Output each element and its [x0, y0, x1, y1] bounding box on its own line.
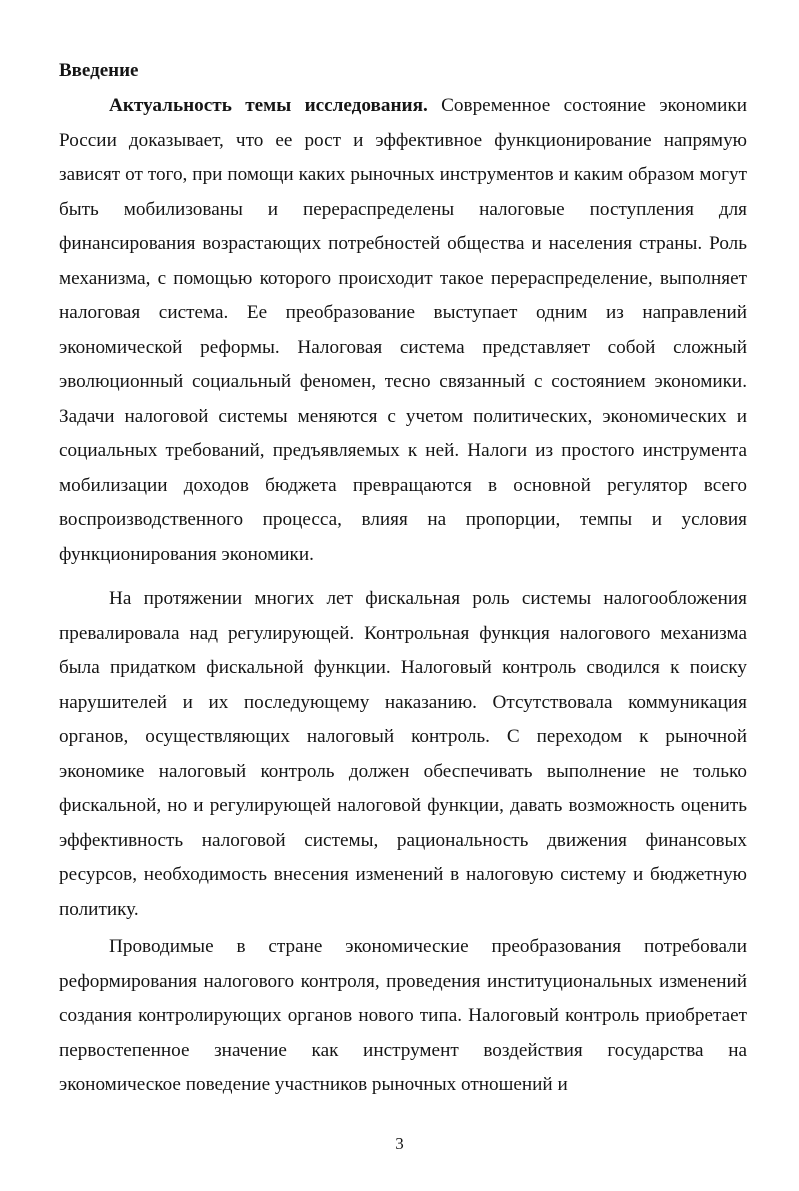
section-heading: Введение — [59, 60, 139, 81]
paragraph-fiscal-role: На протяжении многих лет фискальная роль системы налогообложения превалировала над регулирующей. Контрольная функция налогового механизма была придатком фискальной функции. Налоговый контроль сводился к поиску нарушителей и их последующему наказанию. Отсутствовала коммуникация органов, осуществляющих налоговый контроль. С переходом к рыночной экономике налоговый контроль должен обеспечивать выполнение не только фискальной, но и регулирующей налоговой функции, давать возможность оценить эффективность налоговой системы, рациональность движения финансовых ресурсов, необходимость внесения изменений в налоговую систему и бюджетную политику. — [59, 588, 747, 920]
page-number: 3 — [395, 1134, 404, 1153]
paragraph-text: Современное состояние экономики России доказывает, что ее рост и эффективное функционирование напрямую зависят от того, при помощи каких рыночных инструментов и каким образом могут быть мобилизованы и перераспределены налоговые поступления для финансирования возрастающих потребностей общества и населения страны. Роль механизма, с помощью которого происходит такое перераспределение, выполняет налоговая система. Ее преобразование выступает одним из направлений экономической реформы. Налоговая система представляет собой сложный эволюционный социальный феномен, тесно связанный с состоянием экономики. Задачи налоговой системы меняются с учетом политических, экономических и социальных требований, предъявляемых к ней. Налоги из простого инструмента мобилизации доходов бюджета превращаются в основной регулятор всего воспроизводственного процесса, влияя на пропорции, темпы и условия функционирования экономики. — [59, 95, 747, 565]
paragraph-lead: Актуальность темы исследования. — [109, 95, 428, 116]
paragraph-relevance — [59, 89, 747, 572]
paragraph-reforms: Проводимые в стране экономические преобразования потребовали реформирования налогового контроля, проведения институциональных изменений создания контролирующих органов нового типа. Налоговый контроль приобретает первостепенное значение как инструмент воздействия государства на экономическое поведение участников рыночных отношений и — [59, 936, 747, 1095]
